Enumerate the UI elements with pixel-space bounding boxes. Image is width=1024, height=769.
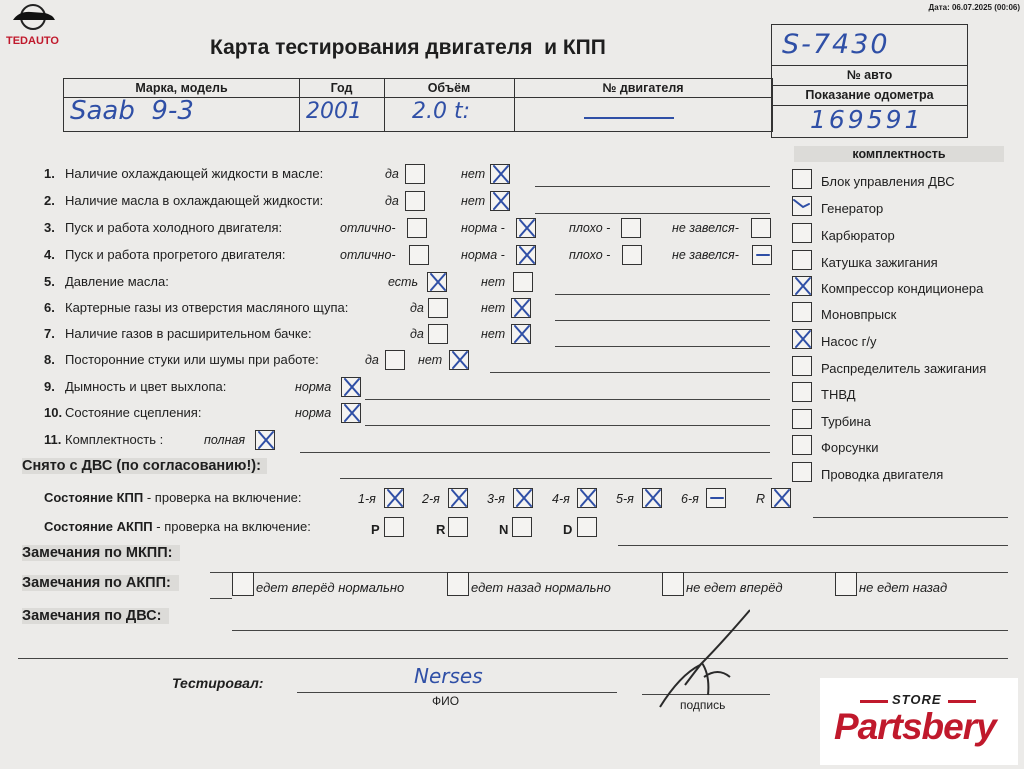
komplekt-checkbox[interactable] [792,356,812,376]
komplekt-item-label: Компрессор кондиционера [821,281,984,296]
checklist-option-label: нет [481,301,506,315]
kpp-gear-checkbox[interactable] [577,488,597,508]
checklist-option-label: норма [295,406,332,420]
check-mark-icon [751,243,775,267]
check-mark-icon [340,375,364,399]
checklist-option-checkbox[interactable] [622,245,642,265]
col-engine-number: № двигателя [602,81,684,95]
checklist-option-label: нет [481,327,506,341]
checklist-option-label: отлично- [340,248,396,262]
fill-line [555,320,770,321]
checklist-option-checkbox[interactable] [407,218,427,238]
check-mark-icon [447,486,471,510]
checklist-option-checkbox[interactable] [428,298,448,318]
check-mark-icon [340,401,364,425]
check-mark-icon [489,189,513,213]
check-mark-icon [791,327,815,351]
checklist-number: 3. [44,220,55,235]
komplekt-item-label: Насос г/у [821,334,877,349]
komplektnost-title: комплектность [794,146,1004,162]
checklist-option-checkbox[interactable] [405,164,425,184]
checklist-option-label: нет [481,275,506,289]
check-mark-icon [254,428,278,452]
checklist-text: Пуск и работа холодного двигателя: [65,220,283,235]
checklist-number: 4. [44,247,55,262]
checklist-text: Давление масла: [65,274,169,289]
checklist-option-checkbox[interactable] [621,218,641,238]
checklist-text: Посторонние стуки или шумы при работе: [65,352,319,367]
checklist-option-label: норма - [461,221,505,235]
checklist-option-label: да [410,301,424,315]
check-mark-icon [576,486,600,510]
checklist-text: Картерные газы из отверстия масляного щупа: [65,300,349,315]
volume-value: 2.0 t: [412,99,471,124]
col-make-model: Марка, модель [135,81,228,95]
checklist-number: 11. [44,432,62,447]
checklist-option-checkbox[interactable] [449,350,469,370]
checklist-option-checkbox[interactable] [516,245,536,265]
komplekt-checkbox[interactable] [792,382,812,402]
date-stamp: Дата: 06.07.2025 (00:06) [928,3,1020,12]
komplekt-item-label: Турбина [821,414,871,429]
odometer-value: 169591 [810,105,924,134]
checklist-option-checkbox[interactable] [405,191,425,211]
akpp-remark-option-label: едет вперёд нормально [256,580,405,595]
check-mark-icon [791,194,815,218]
checklist-option-checkbox[interactable] [341,403,361,423]
kpp-gear-checkbox[interactable] [771,488,791,508]
kpp-gear-checkbox[interactable] [513,488,533,508]
kpp-gear-label: 4-я [552,492,570,506]
komplekt-item-label: Форсунки [821,440,879,455]
akpp-mode-checkbox[interactable] [384,517,404,537]
auto-number-label: № авто [846,68,893,82]
fill-line [490,372,770,373]
checklist-number: 7. [44,326,55,341]
checklist-number: 6. [44,300,55,315]
checklist-option-label: отлично- [340,221,396,235]
fill-line [365,399,770,400]
engine-number-dash [584,117,674,119]
komplekt-item-label: Блок управления ДВС [821,174,955,189]
akpp-mode-checkbox[interactable] [512,517,532,537]
checklist-option-checkbox[interactable] [513,272,533,292]
komplekt-checkbox[interactable] [792,409,812,429]
remarks-akpp-label: Замечания по АКПП: [22,575,179,591]
checklist-option-label: да [385,167,399,181]
akpp-label: Состояние АКПП - проверка на включение: [44,519,311,534]
kpp-gear-label: 6-я [681,492,699,506]
checklist-text: Наличие масла в охлаждающей жидкости: [65,193,324,208]
akpp-remark-checkbox[interactable] [662,572,684,596]
fio-label: ФИО [432,694,460,708]
fill-line [535,213,770,214]
check-mark-icon [489,162,513,186]
checklist-option-checkbox[interactable] [341,377,361,397]
kpp-gear-checkbox[interactable] [706,488,726,508]
checklist-number: 2. [44,193,55,208]
checklist-text: Состояние сцепления: [65,405,202,420]
akpp-remark-option-label: не едет назад [859,580,948,595]
komplekt-item-label: Карбюратор [821,228,895,243]
akpp-remark-option-label: едет назад нормально [471,580,611,595]
akpp-mode-label: P [371,522,380,537]
komplekt-checkbox[interactable] [792,196,812,216]
checklist-number: 9. [44,379,55,394]
checklist-option-checkbox[interactable] [511,298,531,318]
komplekt-checkbox[interactable] [792,169,812,189]
auto-info-box [771,24,968,138]
checklist-option-label: плохо - [569,248,611,262]
checklist-option-label: нет [461,167,486,181]
kpp-gear-label: 3-я [487,492,505,506]
komplekt-item-label: Катушка зажигания [821,255,938,270]
tedauto-logo [4,4,62,58]
partsbery-badge [820,678,1018,765]
kpp-gear-checkbox[interactable] [384,488,404,508]
akpp-mode-label: N [499,522,509,537]
checklist-option-checkbox[interactable] [255,430,275,450]
fill-line [555,294,770,295]
signature-label: подпись [680,698,726,712]
page-title: Карта тестирования двигателя и КПП [210,36,606,59]
check-mark-icon [791,274,815,298]
komplekt-item-label: ТНВД [821,387,856,402]
badge-brand: Partsbery [834,706,996,747]
check-mark-icon [770,486,794,510]
akpp-mode-checkbox[interactable] [577,517,597,537]
komplekt-checkbox[interactable] [792,302,812,322]
checklist-number: 8. [44,352,55,367]
fill-line [300,452,770,453]
kpp-gear-label: R [756,492,766,506]
remarks-dvs-label: Замечания по ДВС: [22,608,169,624]
check-mark-icon [510,296,534,320]
akpp-mode-checkbox[interactable] [448,517,468,537]
komplekt-item-label: Моновпрыск [821,307,897,322]
make-model-value: Saab 9-3 [70,96,194,126]
kpp-gear-label: 1-я [358,492,376,506]
kpp-gear-checkbox[interactable] [448,488,468,508]
checklist-option-checkbox[interactable] [751,218,771,238]
komplekt-checkbox[interactable] [792,276,812,296]
checklist-text: Пуск и работа прогретого двигателя: [65,247,286,262]
car-icon [7,4,59,30]
checklist-option-label: не завелся- [672,221,739,235]
checklist-option-checkbox[interactable] [409,245,429,265]
checklist-option-label: плохо - [569,221,611,235]
check-mark-icon [510,322,534,346]
akpp-remark-checkbox[interactable] [447,572,469,596]
komplekt-item-label: Проводка двигателя [821,467,944,482]
checklist-option-label: норма [295,380,332,394]
checklist-option-checkbox[interactable] [511,324,531,344]
tedauto-logo-text: TEDAUTO [6,35,59,47]
checklist-number: 1. [44,166,55,181]
akpp-remark-option-label: не едет вперёд [686,580,783,595]
tested-label: Тестировал: [172,675,264,691]
checklist-text: Наличие газов в расширительном бачке: [65,326,312,341]
remarks-mkpp-label: Замечания по МКПП: [22,545,180,561]
check-mark-icon [515,243,539,267]
check-mark-icon [705,486,729,510]
komplekt-item-label: Распределитель зажигания [821,361,987,376]
check-mark-icon [641,486,665,510]
check-mark-icon [448,348,472,372]
checklist-number: 5. [44,274,55,289]
badge-store: STORE [892,692,942,707]
kpp-gear-label: 5-я [616,492,634,506]
fill-line [535,186,770,187]
year-value: 2001 [306,99,362,124]
checklist-number: 10. [44,405,63,420]
kpp-gear-checkbox[interactable] [642,488,662,508]
removed-label: Снято с ДВС (по согласованию!): [22,458,267,474]
komplekt-checkbox[interactable] [792,329,812,349]
komplekt-checkbox[interactable] [792,250,812,270]
komplekt-checkbox[interactable] [792,462,812,482]
checklist-option-checkbox[interactable] [428,324,448,344]
checklist-option-checkbox[interactable] [385,350,405,370]
tested-name: Nerses [414,664,483,688]
check-mark-icon [383,486,407,510]
checklist-option-checkbox[interactable] [490,191,510,211]
checklist-text: Наличие охлаждающей жидкости в масле: [65,166,324,181]
checklist-option-label: нет [461,194,486,208]
checklist-option-checkbox[interactable] [490,164,510,184]
check-mark-icon [515,216,539,240]
auto-number-value: S-7430 [782,29,890,60]
kpp-gear-label: 2-я [422,492,440,506]
komplekt-checkbox[interactable] [792,435,812,455]
fill-line [365,425,770,426]
signature [640,605,750,715]
checklist-option-label: полная [204,433,246,447]
vehicle-header-table [63,78,773,132]
checklist-option-label: не завелся- [672,248,739,262]
akpp-remark-checkbox[interactable] [232,572,254,596]
check-mark-icon [426,270,450,294]
akpp-remark-checkbox[interactable] [835,572,857,596]
odometer-label: Показание одометра [805,88,934,102]
checklist-option-checkbox[interactable] [752,245,772,265]
checklist-option-label: нет [418,353,443,367]
checklist-option-label: норма - [461,248,505,262]
col-volume: Объём [427,81,471,95]
kpp-label: Состояние КПП - проверка на включение: [44,490,302,505]
checklist-text: Дымность и цвет выхлопа: [65,379,227,394]
komplekt-item-label: Генератор [821,201,884,216]
checklist-option-label: да [410,327,424,341]
fill-line [555,346,770,347]
checklist-option-label: да [385,194,399,208]
checklist-option-checkbox[interactable] [516,218,536,238]
col-year: Год [330,81,353,95]
checklist-option-label: да [365,353,379,367]
check-mark-icon [512,486,536,510]
checklist-option-checkbox[interactable] [427,272,447,292]
checklist-text: Комплектность : [65,432,164,447]
akpp-mode-label: R [436,522,446,537]
checklist-option-label: есть [388,275,419,289]
komplekt-checkbox[interactable] [792,223,812,243]
akpp-mode-label: D [563,522,573,537]
